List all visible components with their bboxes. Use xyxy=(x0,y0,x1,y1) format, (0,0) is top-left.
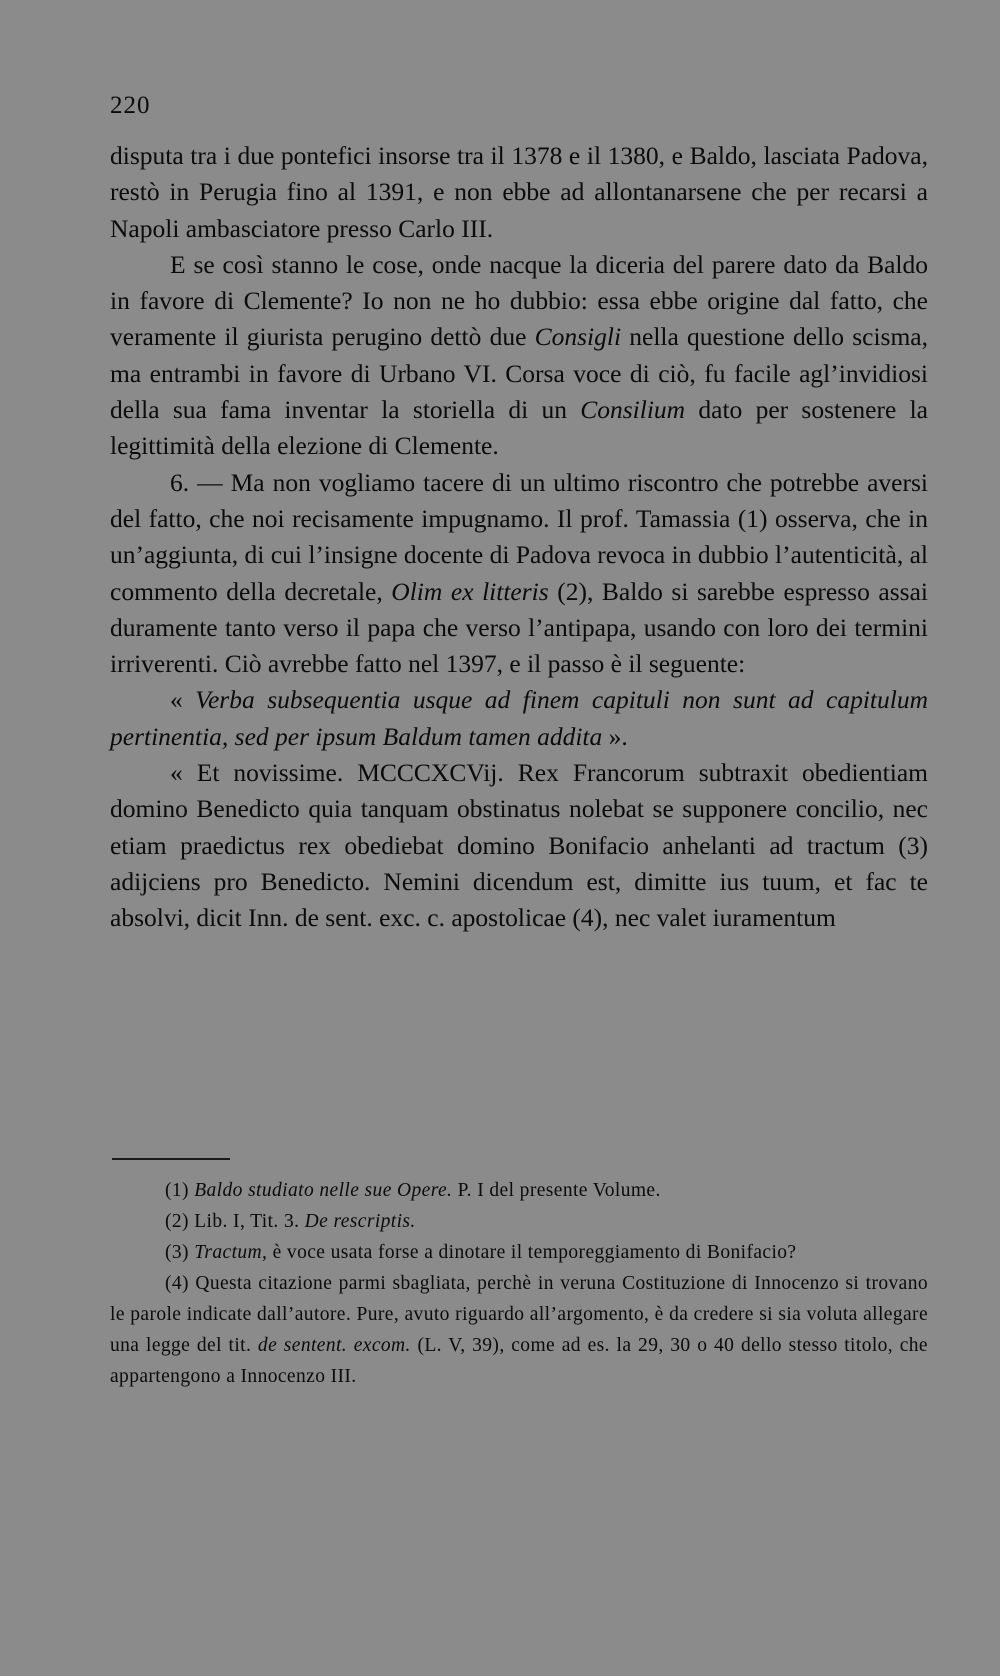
page-number: 220 xyxy=(110,92,151,119)
footnote-4-italic: de sentent. excom. xyxy=(257,1335,411,1356)
footnotes xyxy=(110,1175,928,1392)
footnote-4-text-a: Questa citazione parmi sbagliata, perchè in veruna Costituzione di Innocenzo si trovano le parole indicate dall’autore. Pure, avuto riguardo all’argomento, è da credere si sia voluta allegare una legge del tit. xyxy=(110,1273,928,1356)
footnote-3-italic: Tractum, xyxy=(194,1242,268,1263)
footnote-2 xyxy=(110,1206,928,1237)
paragraph-2-text-b: nella questione dello scisma, ma entrambi in favore di Urbano VI. Corsa voce di ciò, fu facile agl’invidiosi della sua fama inventar la storiella di un xyxy=(110,322,928,425)
paragraph-2-italic-consilium: Consilium xyxy=(580,395,686,425)
footnote-2-italic: De rescriptis. xyxy=(304,1211,416,1232)
footnote-3-text: è voce usata forse a dinotare il temporeggiamento di Bonifacio? xyxy=(267,1242,797,1263)
paragraph-1-text: disputa tra i due pontefici insorse tra il 1378 e il 1380, e Baldo, lasciata Padova, restò in Perugia fino al 1391, e non ebbe ad allontanarsene che per recarsi a Napoli ambasciatore presso Carlo III. xyxy=(110,141,928,243)
footnote-1-italic: Baldo studiato nelle sue Opere. xyxy=(194,1180,453,1201)
paragraph-2-italic-consigli: Consigli xyxy=(534,322,622,352)
paragraph-4-quote xyxy=(110,682,928,755)
footnote-1-text: P. I del presente Volume. xyxy=(452,1180,661,1201)
footnote-4-number: (4) xyxy=(165,1273,196,1294)
paragraph-1 xyxy=(110,138,928,247)
footnote-3 xyxy=(110,1237,928,1268)
quote-italic: Verba subsequentia usque ad finem capituli non sunt ad capitulum pertinentia, sed per ipsum Baldum tamen addita xyxy=(110,685,928,751)
footnote-4-text-b: (L. V, 39), come ad es. la 29, 30 o 40 dello stesso titolo, che appartengono a Innocenzo III. xyxy=(110,1335,928,1387)
paragraph-3-text-b: (2), Baldo si sarebbe espresso assai duramente tanto verso il papa che verso l’antipapa, usando con loro dei termini irriverenti. Ciò avrebbe fatto nel 1397, e il passo è il seguente: xyxy=(110,576,928,679)
quote-open: « xyxy=(170,685,196,715)
footnote-divider xyxy=(112,1158,230,1160)
footnote-4 xyxy=(110,1268,928,1392)
footnote-2-text: Lib. I, Tit. 3. xyxy=(194,1211,305,1232)
quote-close: ». xyxy=(602,721,628,751)
paragraph-3-text-a: 6. — Ma non vogliamo tacere di un ultimo riscontro che potrebbe aversi del fatto, che noi recisamente impugnamo. Il prof. Tamassia (1) osserva, che in un’aggiunta, di cui l’insigne docente di Padova revoca in dubbio l’autenticità, al commento della decretale, xyxy=(110,467,928,606)
footnote-2-number: (2) xyxy=(165,1211,195,1232)
main-text xyxy=(110,138,928,937)
paragraph-2-text-a: E se così stanno le cose, onde nacque la diceria del parere dato da Baldo in favore di Clemente? Io non ne ho dubbio: essa ebbe origine dal fatto, che veramente il giurista perugino dettò due xyxy=(110,249,928,352)
paragraph-2-text-c: dato per sostenere la legittimità della elezione di Clemente. xyxy=(110,395,929,461)
paragraph-5-text: « Et novissime. MCCCXCVij. Rex Francorum subtraxit obedientiam domino Benedicto quia tanquam obstinatus nolebat se supponere concilio, nec etiam praedictus rex obediebat domino Bonifacio anhelanti ad tractum (3) adijciens pro Benedicto. Nemini dicendum est, dimitte ius tuum, et fac te absolvi, dicit Inn. de sent. exc. c. apostolicae (4), nec valet iuramentum xyxy=(110,758,928,933)
paragraph-3 xyxy=(110,465,928,683)
paragraph-5 xyxy=(110,755,928,936)
footnote-3-number: (3) xyxy=(165,1242,195,1263)
footnote-1-number: (1) xyxy=(165,1180,195,1201)
paragraph-3-italic-olim: Olim ex litteris xyxy=(391,576,549,606)
footnote-1 xyxy=(110,1175,928,1206)
paragraph-2 xyxy=(110,247,928,465)
